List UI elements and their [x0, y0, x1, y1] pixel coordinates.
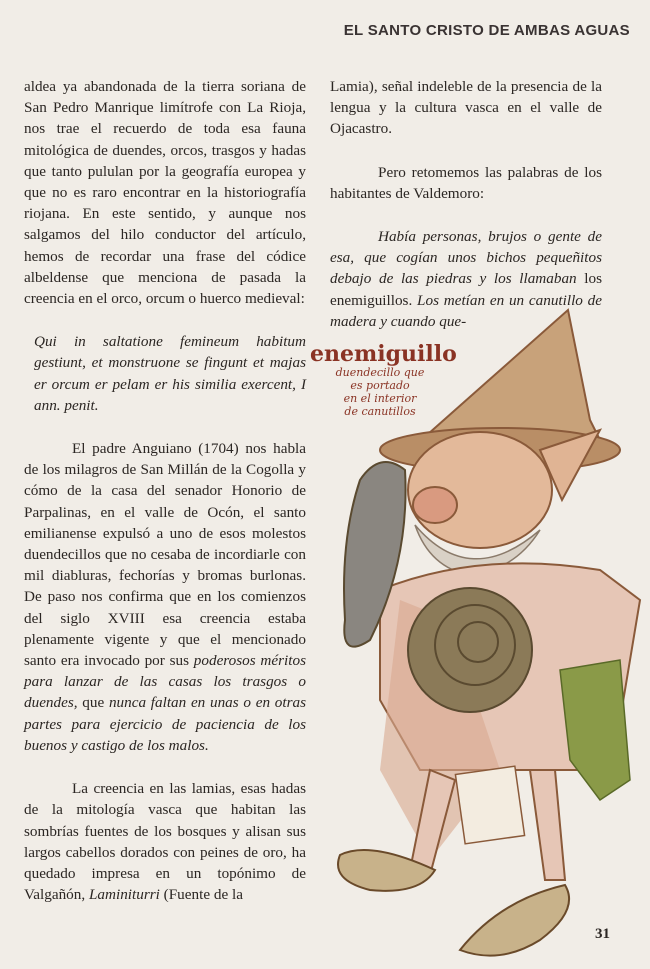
illustration-caption: [310, 341, 457, 418]
running-header: EL SANTO CRISTO DE AMBAS AGUAS: [343, 22, 630, 39]
italic-span: Laminiturri: [88, 886, 160, 904]
italic-span: poderosos méritos para lanzar de las casas los trasgos o duendes,: [24, 652, 306, 712]
paragraph: [24, 438, 306, 756]
left-column: [24, 76, 306, 905]
italic-span: Había personas, brujos o gente de esa, que cogían unos bichos pequeñitos debajo de las piedras y los llamaban: [330, 228, 602, 288]
text-span: los enemiguillos.: [330, 270, 603, 309]
right-shoe-shape: [460, 885, 569, 956]
paragraph: Pero retomemos las palabras de los habitantes de Valdemoro:: [330, 163, 602, 202]
nose-shape: [413, 487, 457, 523]
caption-title: enemiguillo: [310, 341, 457, 367]
italic-span: nunca faltan en unas o en otras partes para ejercicio de paciencia de los buenos y castigo de los malos.: [24, 694, 306, 754]
text-span: El padre Anguiano (1704) nos habla de los milagros de San Millán de la Cogolla y cómo de la casa del senador Honorio de Parpalinas, en el valle de Ocón, el santo emilianense expulsó a uno de esos molestos duendecillos que no cesaba de incordiarle con mil diabluras, fechorías y bromas burlonas. De paso nos confirma que en los comienzos del siglo XVIII esa creencia estaba plenamente vigente y que el mencionado santo era invocado por sus: [24, 440, 306, 670]
right-column: [330, 76, 602, 332]
snail-shell-shape: [408, 588, 532, 712]
italic-span: Los metían en un canutillo de madera y cuando que-: [330, 291, 602, 330]
text-span: que: [77, 694, 109, 712]
text-span: La creencia en las lamias, esas hadas de la mitología vasca que habitan las sombrías fuentes de los bosques y alisan sus largos cabellos dorados con peines de oro, ha quedado impresa en un topónimo de Valgañón,: [24, 780, 306, 904]
book-shape: [455, 766, 524, 844]
page-number: 31: [595, 926, 610, 942]
text-span: (Fuente de la: [159, 886, 243, 904]
caption-line: de canutillos: [344, 405, 416, 418]
paragraph: Lamia), señal indeleble de la presencia de la lengua y la cultura vasca en el valle de Ojacastro.: [330, 78, 602, 138]
caption-line: duendecillo que: [335, 366, 425, 379]
latin-quotation: Qui in saltatione femineum habitum gestiunt, et monstruone se fingunt et majas er orcum er pelam er his similia exercent, I ann. penit.: [34, 333, 306, 414]
green-cloth-shape: [560, 660, 630, 800]
paragraph: [24, 778, 306, 905]
caption-line: en el interior: [343, 392, 417, 405]
right-leg-shape: [530, 770, 565, 880]
paragraph: aldea ya abandonada de la tierra soriana de San Pedro Manrique limítrofe con La Rioja, nos trae el recuerdo de toda esa fauna mitológica de duendes, orcos, trasgos y hadas que tanto pululan por la geografía europea y que no es raro encontrar en la historiografía riojana. En este sentido, y aunque nos salgamos del hilo conductor del artículo, hemos de recordar una frase del códice albeldense que menciona de pasada la creencia en el orco, orcum o huerco medieval:: [24, 78, 306, 308]
caption-line: es portado: [350, 379, 410, 392]
